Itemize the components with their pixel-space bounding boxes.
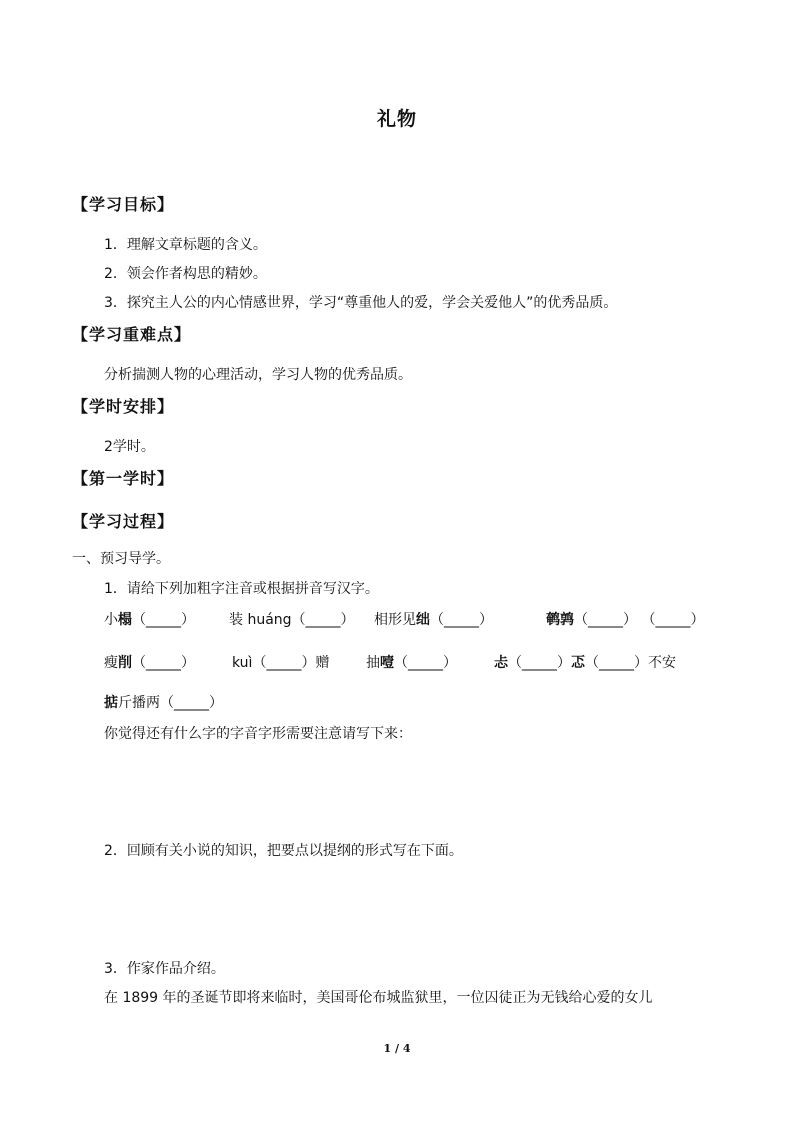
item-zhuanghuang: 装 huáng（_____）	[229, 612, 355, 628]
first-period-heading: 【第一学时】	[72, 469, 175, 488]
time-heading: 【学时安排】	[72, 397, 175, 416]
goal-item-3: 3．探究主人公的内心情感世界，学习“尊重他人的爱，学会关爱他人”的优秀品质。	[104, 295, 618, 311]
goal-item-2: 2．领会作者构思的精妙。	[104, 266, 267, 282]
question-3: 3．作家作品介绍。	[104, 961, 225, 977]
process-heading: 【学习过程】	[72, 512, 175, 531]
item-tante: 忐（_____）忑（_____）不安	[494, 655, 676, 671]
time-text: 2学时。	[104, 439, 155, 455]
item-anchun: 鹌鹑（_____） （_____）	[546, 612, 705, 628]
item-kuizeng: kuì（_____）赠	[232, 655, 330, 671]
question-1: 1．请给下列加粗字注音或根据拼音写汉字。	[104, 581, 379, 597]
question-2: 2．回顾有关小说的知识，把要点以提纲的形式写在下面。	[104, 843, 463, 859]
item-xiaota: 小榻（_____）	[104, 612, 195, 628]
goals-heading: 【学习目标】	[72, 195, 175, 214]
item-dianjinboliang: 掂斤播两（_____）	[104, 695, 223, 711]
question-3-text: 在 1899 年的圣诞节即将来临时，美国哥伦布城监狱里，一位囚徒正为无钱给心爱的女儿	[104, 990, 653, 1006]
part1-heading: 一、预习导学。	[72, 551, 170, 567]
page-number: 1 / 4	[383, 1042, 411, 1055]
key-text: 分析揣测人物的心理活动，学习人物的优秀品质。	[104, 367, 412, 383]
item-shouxue: 瘦削（_____）	[104, 655, 195, 671]
item-xiangxingjianchu: 相形见绌（_____）	[374, 612, 493, 628]
page-title: 礼物	[376, 108, 417, 130]
key-heading: 【学习重难点】	[72, 325, 192, 344]
goal-item-1: 1．理解文章标题的含义。	[104, 237, 267, 253]
item-chouye: 抽噎（_____）	[366, 655, 457, 671]
question-1-note: 你觉得还有什么字的字音字形需要注意请写下来：	[104, 726, 412, 742]
